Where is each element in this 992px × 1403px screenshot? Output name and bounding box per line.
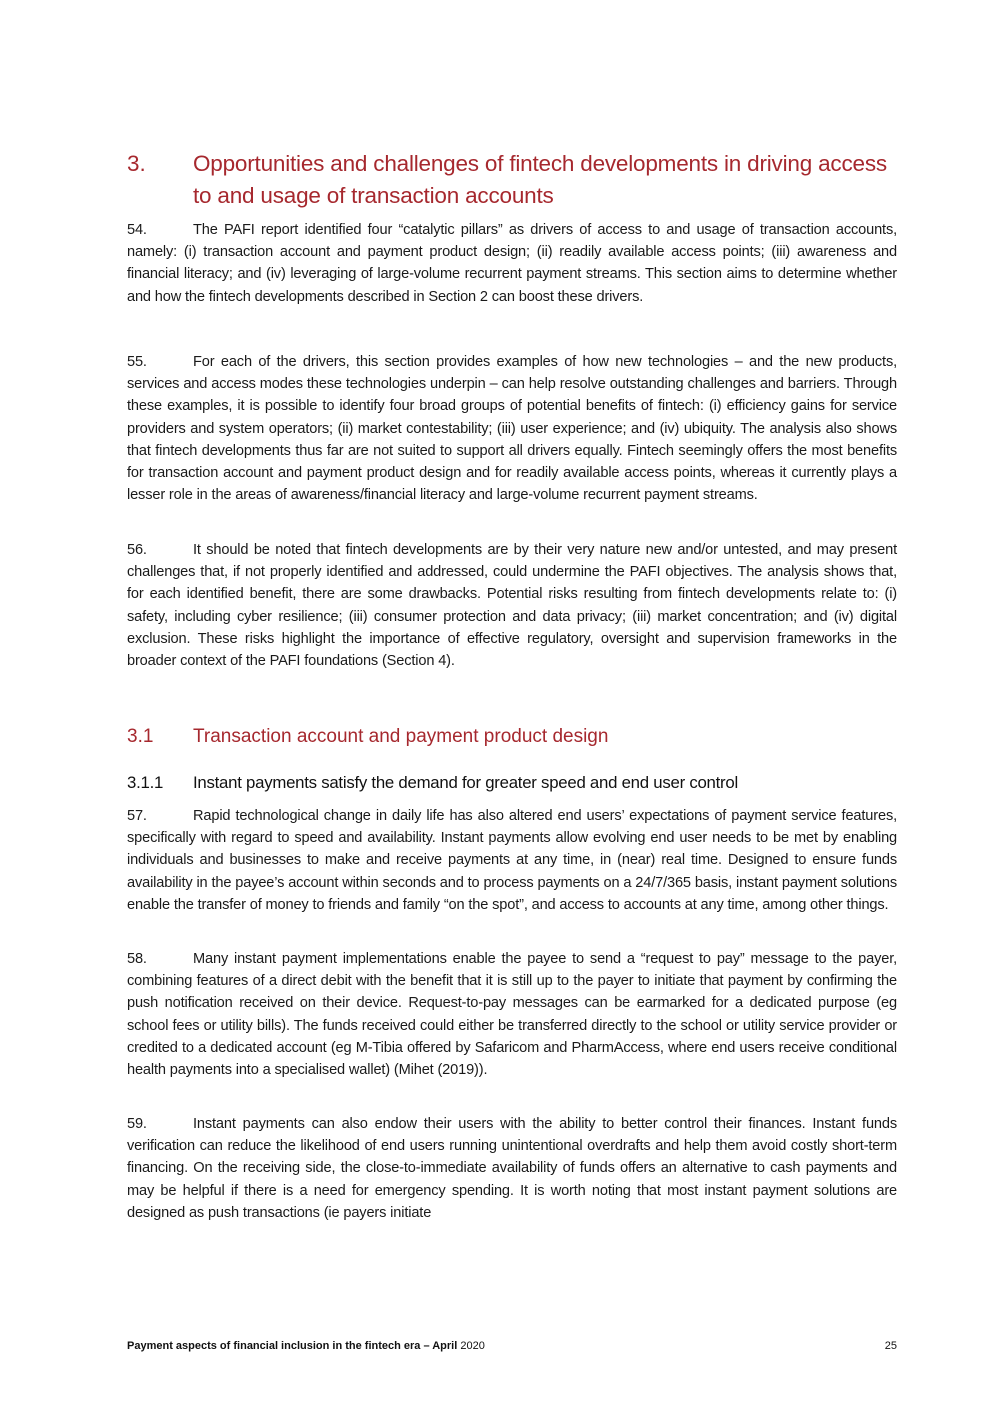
subsubsection-heading: [127, 770, 897, 796]
paragraph-number: 54.: [127, 222, 147, 238]
paragraph-58: [127, 948, 897, 1081]
paragraph-57: [127, 805, 897, 916]
paragraph-number: 57.: [127, 808, 147, 824]
paragraph-text: It should be noted that fintech developments are by their very nature new and/or untested, and may present challenges that, if not properly identified and addressed, could undermine the PAFI objectives. The analysis shows that, for each identified benefit, there are some drawbacks. Potential risks resulting from fintech developments relate to: (i) safety, including cyber resilience; (iii) consumer protection and data privacy; (iii) market concentration; and (iv) digital exclusion. These risks highlight the importance of effective regulatory, oversight and supervision frameworks in the broader context of the PAFI foundations (Section 4).: [127, 542, 897, 670]
paragraph-54: [127, 219, 897, 308]
paragraph-text: For each of the drivers, this section provides examples of how new technologies – and the new products, services and access modes these technologies underpin – can help resolve outstanding challenges and barriers. Through these examples, it is possible to identify four broad groups of potential benefits of fintech: (i) efficiency gains for service providers and system operators; (ii) market contestability; (iii) user experience; and (iv) ubiquity. The analysis also shows that fintech developments thus far are not suited to support all drivers equally. Fintech seemingly offers the most benefits for transaction account and payment product design and for readily available access points, whereas it currently plays a lesser role in the areas of awareness/financial literacy and large-volume recurrent payment streams.: [127, 354, 897, 504]
subsection-heading: [127, 723, 897, 751]
subsection-title: Transaction account and payment product design: [193, 726, 609, 747]
paragraph-text: Instant payments can also endow their users with the ability to better control their finances. Instant funds verification can reduce the likelihood of end users running unintentional overdrafts and help them avoid costly short-term financing. On the receiving side, the close-to-immediate availability of funds offers an alternative to cash payments and may be helpful if there is a need for emergency spending. It is worth noting that most instant payment solutions are designed as push transactions (ie payers initiate: [127, 1116, 897, 1221]
subsubsection-title: Instant payments satisfy the demand for greater speed and end user control: [193, 773, 738, 792]
paragraph-text: Many instant payment implementations enable the payee to send a “request to pay” message to the payer, combining features of a direct debit with the benefit that it is still up to the payer to initiate that payment by confirming the push notification received on their device. Request-to-pay messages can be earmarked for a dedicated purpose (eg school fees or utility bills). The funds received could either be transferred directly to the school or utility service provider or credited to a dedicated account (eg M-Tibia offered by Safaricom and PharmAccess, where end users receive conditional health payments into a specialised wallet) (Mihet (2019)).: [127, 951, 897, 1079]
page-footer: [127, 1338, 897, 1354]
subsubsection-number: 3.1.1: [127, 773, 164, 792]
paragraph-number: 58.: [127, 951, 147, 967]
page-number: 25: [884, 1340, 897, 1352]
paragraph-text: Rapid technological change in daily life has also altered end users’ expectations of payment service features, specifically with regard to speed and availability. Instant payments allow evolving end user needs to be met by enabling individuals and businesses to make and receive payments at any time, in (near) real time. Designed to ensure funds availability in the payee’s account within seconds and to process payments on a 24/7/365 basis, instant payment solutions enable the transfer of money to friends and family “on the spot”, and access to accounts at any time, among other things.: [127, 808, 897, 913]
section-heading: [127, 148, 897, 212]
paragraph-59: [127, 1113, 897, 1224]
subsection-number: 3.1: [127, 726, 154, 747]
footer-year: 2020: [460, 1340, 485, 1352]
paragraph-text: The PAFI report identified four “catalytic pillars” as drivers of access to and usage of transaction accounts, namely: (i) transaction account and payment product design; (ii) readily available access points; (iii) awareness and financial literacy; and (iv) leveraging of large-volume recurrent payment streams. This section aims to determine whether and how the fintech developments described in Section 2 can boost these drivers.: [127, 222, 897, 305]
section-title: Opportunities and challenges of fintech developments in driving access to and usage of transaction accounts: [193, 151, 887, 208]
paragraph-number: 59.: [127, 1116, 147, 1132]
section-number: 3.: [127, 151, 146, 176]
paragraph-number: 56.: [127, 542, 147, 558]
footer-title: Payment aspects of financial inclusion in the fintech era – April: [127, 1340, 458, 1352]
paragraph-number: 55.: [127, 354, 147, 370]
footer-document-title: [127, 1338, 485, 1354]
paragraph-55: [127, 351, 897, 506]
paragraph-56: [127, 539, 897, 672]
